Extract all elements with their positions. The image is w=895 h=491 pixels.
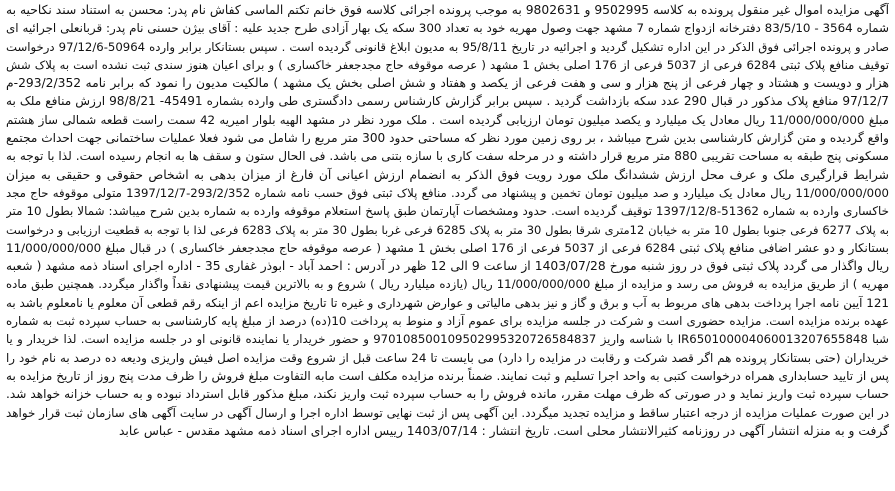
- notice-line: در این صورت عملیات مزایده از درجه اعتبار ساقط و مزایده تجدید میگردد. این آگهی پس از ثبت نهایی توسط اداره اجرا و ارسال آگهی در سایت آگهی های سازمان ثبت قرار خواهد: [6, 405, 889, 420]
- notice-line: حساب سپرده ثبت واریز نماید و در صورتی که ظرف مهلت مقرر، مانده فروش را به حساب سپرده ثبت واریز نکند، مبلغ مذکور قابل استرداد نبوده و به حساب خزانه خواهد شد.: [6, 387, 889, 402]
- notice-line: واقع گردیده و متن گزارش کارشناسی بدین شرح میباشد ، بر روی زمین مورد نظر که مساحتی حدود 300 متر مربع را شامل می شود فعلا عملیات ساختمانی جهت احداث مجتمع: [6, 131, 889, 146]
- notice-line: هزار و دویست و هشتاد و چهار فرعی از پنج هزار و سی و هفت فرعی از یکصد و هفتاد و شش اصلی بخش یک مشهد ) مالکیت مدیون را نمود که برابر نامه 293/2/352-م: [6, 76, 889, 91]
- notice-line: توقیف منافع پلاک ثبتی 6284 فرعی از 5037 فرعی از 176 اصلی بخش 1 مشهد ( عرصه موقوفه حاج مجدجعفر خاکساری ) و برای اعیان هنوز سندی ثبت نشده است به پلاک شش: [6, 57, 889, 72]
- notice-line: مهریه ) از طریق مزایده به فروش می رسد و مزایده از مبلغ 11/000/000/000 ریال (یازده میلیارد ریال ) شروع و به بالاترین قیمت پیشنهادی نقداً واگذار میگردد. همچنین طبق ماده: [6, 277, 889, 292]
- notice-line: عهده برنده مزایده است. مزایده حضوری است و شرکت در جلسه مزایده برای عموم آزاد و منوط به پرداخت 10(ده) درصد از مبلغ پایه کارشناسی به حساب سپرده ثبت به شماره: [6, 314, 889, 329]
- notice-line: ریال واگذار می گردد پلاک ثبتی فوق در روز شنبه مورخ 1403/07/28 از ساعت 9 الی 12 ظهر در آدرس : احمد آباد - ابوذر غفاری 35 - اداره اجرای اسناد ذمه مشهد ( شعبه: [6, 259, 889, 274]
- notice-line: شماره 3564 - 83/5/10 دفترخانه ازدواج شماره 7 مشهد جهت وصول مهریه خود به تعداد 300 سکه یک بهار آزادی طرح جدید علیه : آقای بیژن حسنی نام پدر: قربانعلی اجرائیه ای: [6, 21, 889, 36]
- notice-line: 121 آیین نامه اجرا پرداخت بدهی های مربوط به آب و برق و گاز و نیز بدهی مالیاتی و عوارض شهرداری و غیره تا تاریخ مزایده اعم از اینکه رقم قطعی آن معلوم یا نامعلوم باشد به: [6, 295, 889, 310]
- notice-line: خریداران (حتی بستانکار پرونده هم اگر قصد شرکت و رقابت در مزایده را دارد) می بایست تا 24 ساعت قبل از شروع وقت مزایده اصل فیش واریزی ودیعه ده درصد به نام خود را: [6, 350, 889, 365]
- notice-line: صادر و پرونده اجرائی فوق الذکر در این اداره تشکیل گردید و اجرائیه در تاریخ 95/8/11 به مدیون ابلاغ قانونی گردیده است . سپس بستانکار برابر وارده 50964-97/12/6 درخواست: [6, 39, 889, 54]
- notice-line: به پلاک 6277 فرعی جنوبا بطول 10 متر به خیابان 12متری شرقا بطول 30 متر به پلاک 6285 فرعی غربا بطول 30 متر به پلاک 6283 فرعی لذا با توجه به قطعیت ارزیابی و درخواست: [6, 222, 889, 237]
- notice-line: بستانکار و دو عشر اضافی منافع پلاک ثبتی 6284 فرعی از 5037 فرعی از 176 اصلی بخش 1 مشهد ( عرصه موقوفه حاج مجدجعفر خاکساری ) در قبال مبلغ 11/000/000/000: [6, 240, 889, 255]
- notice-line: مبلغ 11/000/000/000 ریال معادل یک میلیارد و یکصد میلیون تومان ارزیابی گردیده است . ملک مورد نظر در مشهد الهیه بلوار امیریه 42 سمت راست قطعه شمالی ساز هشتم: [6, 112, 889, 127]
- notice-line: شرایط قرارگیری ملک و عرف محل ارزش ششدانگ ملک مورد رویت فوق الذکر به انضمام ارزش اعیانی آن فارغ از میزان بدهی به اشخاص حقوقی و حقیقی به میزان: [6, 167, 889, 182]
- notice-line: خاکساری وارده به شماره 51362-1397/12/8 توقیف گردیده است. حدود ومشخصات آپارتمان طبق پاسخ استعلام موقوفه وارده به شماره بدین شرح میباشد: شمالا بطول 10 متر: [6, 204, 889, 219]
- notice-line: گرفت و به منزله انتشار آگهی در روزنامه کثیرالانتشار محلی است. تاریخ انتشار : 1403/07/14 رییس اداره اجرای اسناد ذمه مشهد مقدس - عباس عابد: [118, 423, 889, 438]
- notice-line: 11/000/000/000 ریال معادل یک میلیارد و صد میلیون تومان تخمین و پیشنهاد می گردد. منافع پلاک ثبتی فوق حسب نامه شماره 293/2/352-1397/12/7 متولی موقوفه حاج مجد: [6, 185, 889, 200]
- notice-line: مسکونی پنج طبقه به مساحت تقریبی 880 متر مربع قرار داشته و در مرحله سفت کاری با سازه بتنی می باشد. فی الحال ستون و سقف ها به انجام رسیده است. لذا با توجه به: [6, 149, 889, 164]
- notice-line: آگهی مزایده اموال غیر منقول پرونده به کلاسه 9502995 و 9802631 به موجب پرونده اجرائی کلاسه فوق خانم تکتم الماسی کفاش نام پدر: محسن به استناد سند نکاحیه به: [6, 3, 889, 17]
- notice-line: پس از تایید حسابداری همراه درخواست کتبی به واحد اجرا تسلیم و ثبت نمایند. ضمناً برنده مزایده مکلف است مابه التفاوت مبلغ فروش را ظرف مدت پنج روز از تاریخ مزایده به: [6, 368, 889, 383]
- notice-line: 97/12/7 منافع پلاک مذکور در قبال 290 عدد سکه بازداشت گردید . سپس برابر گزارش کارشناس رسمی دادگستری طی وارده بشماره 45491- 98/8/21 ارزش منافع ملک به: [6, 94, 889, 109]
- notice-line: شبا IR650100004060013207655848 با شناسه واریز 970108500109502995320726584837 و حضور خریدار یا نماینده قانونی او در جلسه مزایده است. لذا خریدار و یا: [6, 332, 889, 347]
